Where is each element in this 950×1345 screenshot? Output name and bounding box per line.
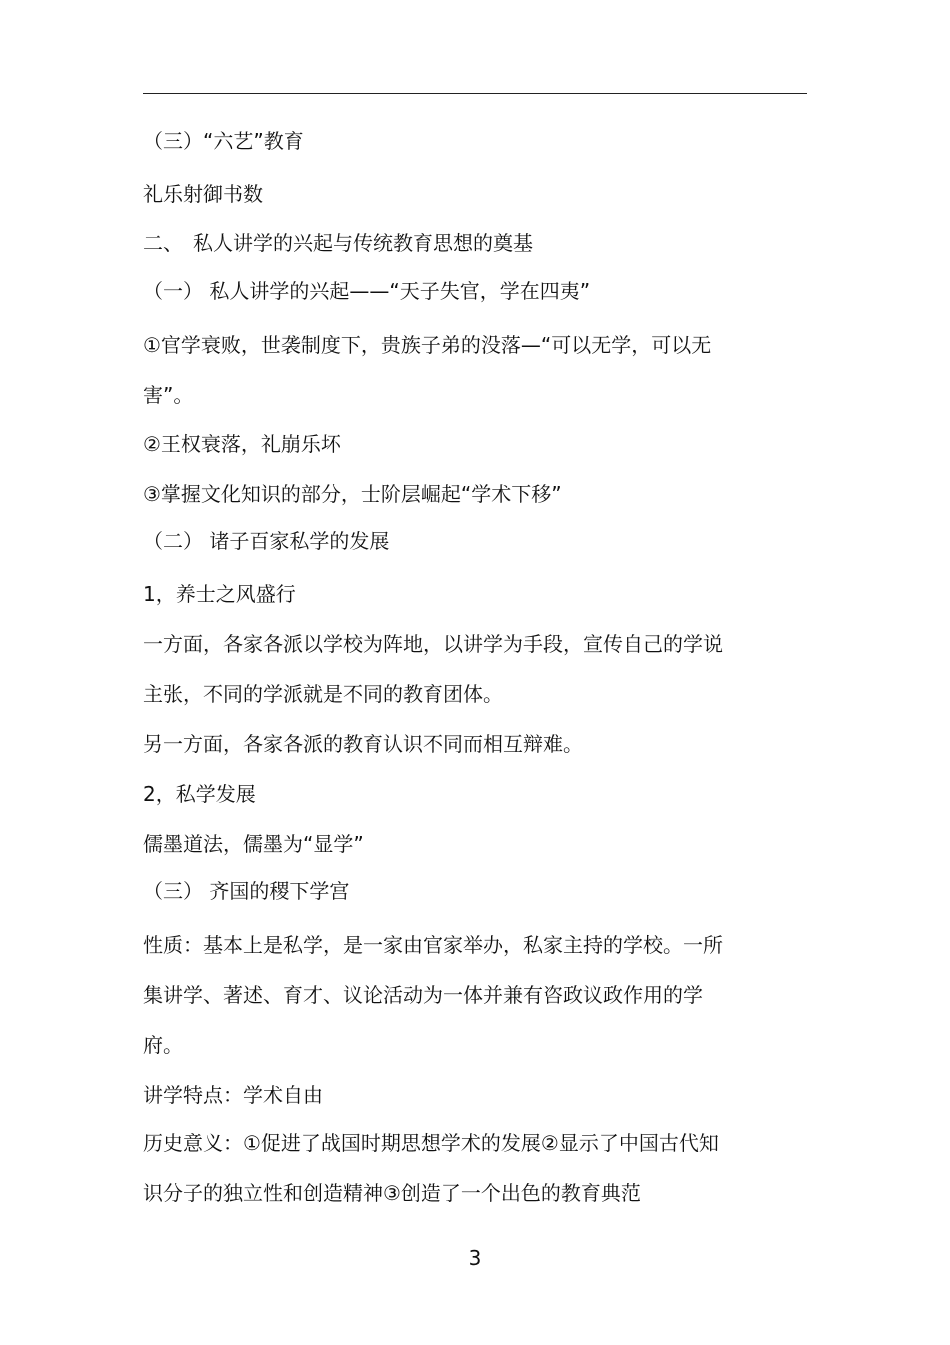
text-line: ①官学衰败，世袭制度下，贵族子弟的没落—“可以无学，可以无 bbox=[143, 333, 712, 357]
text-line: 2，私学发展 bbox=[143, 782, 256, 806]
text-line: 1，养士之风盛行 bbox=[143, 582, 296, 606]
text-line: 府。 bbox=[143, 1033, 183, 1057]
text-line: 害”。 bbox=[143, 383, 194, 407]
page-number: 3 bbox=[468, 1246, 482, 1270]
text-line: 性质：基本上是私学，是一家由官家举办，私家主持的学校。一所 bbox=[143, 933, 723, 957]
text-line: ③掌握文化知识的部分，士阶层崛起“学术下移” bbox=[143, 482, 562, 506]
text-line: 主张，不同的学派就是不同的教育团体。 bbox=[143, 682, 503, 706]
heading-six-arts: （三）“六艺”教育 bbox=[143, 129, 304, 153]
text-line: 另一方面，各家各派的教育认识不同而相互辩难。 bbox=[143, 732, 583, 756]
subheading-rise-of-private-teaching: （一） 私人讲学的兴起——“天子失官，学在四夷” bbox=[143, 279, 591, 303]
text-line: 儒墨道法，儒墨为“显学” bbox=[143, 832, 364, 856]
text-line: 礼乐射御书数 bbox=[143, 182, 263, 206]
text-line: 讲学特点：学术自由 bbox=[143, 1083, 323, 1107]
text-line: 一方面，各家各派以学校为阵地，以讲学为手段，宣传自己的学说 bbox=[143, 632, 723, 656]
header-rule bbox=[143, 93, 807, 94]
text-line: ②王权衰落，礼崩乐坏 bbox=[143, 432, 341, 456]
subheading-hundred-schools: （二） 诸子百家私学的发展 bbox=[143, 529, 390, 553]
section-heading-private-teaching: 二、 私人讲学的兴起与传统教育思想的奠基 bbox=[143, 231, 533, 255]
text-line: 集讲学、著述、育才、议论活动为一体并兼有咨政议政作用的学 bbox=[143, 983, 703, 1007]
text-line: 识分子的独立性和创造精神③创造了一个出色的教育典范 bbox=[143, 1181, 641, 1205]
text-line: 历史意义：①促进了战国时期思想学术的发展②显示了中国古代知 bbox=[143, 1131, 719, 1155]
subheading-jixia-academy: （三） 齐国的稷下学宫 bbox=[143, 879, 350, 903]
